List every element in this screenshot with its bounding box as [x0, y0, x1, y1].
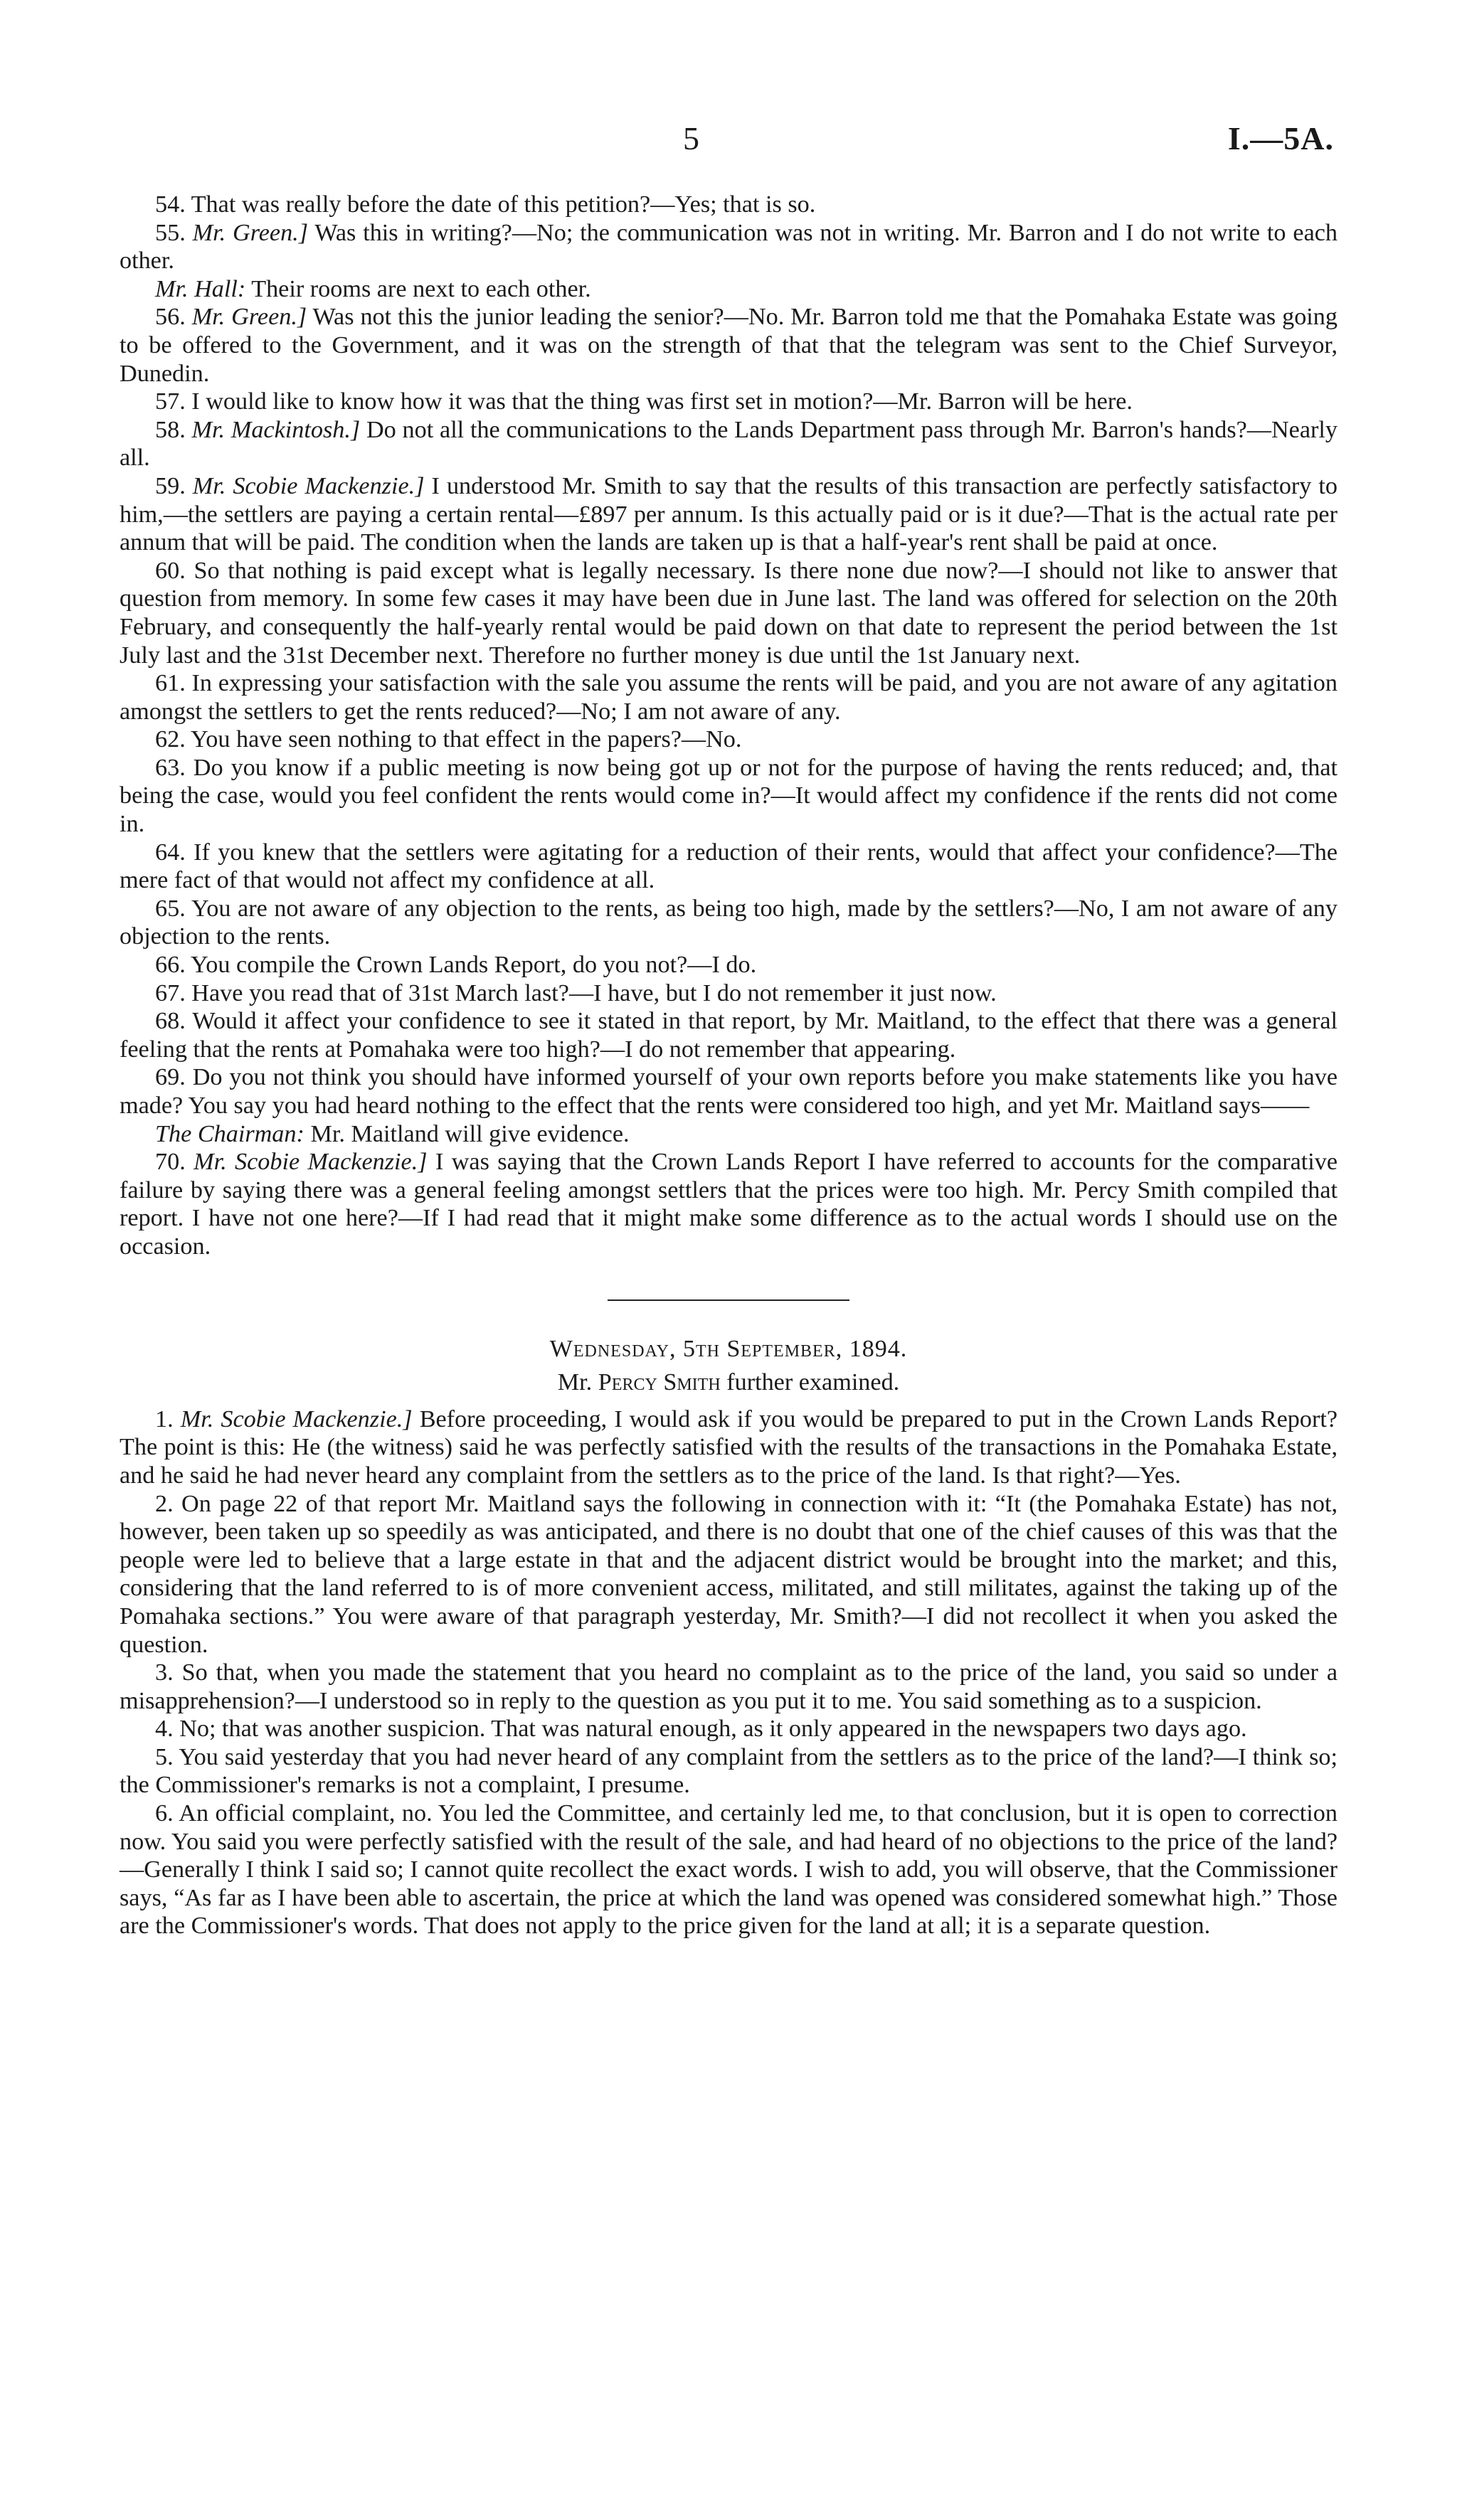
paragraph-text: So that, when you made the statement that you heard no complaint as to the price of the land, you said so under a misapprehension?—I understood so in reply to the question as you put it to me. You said something as to a suspicion. [120, 1659, 1337, 1714]
question-paragraph [120, 839, 1337, 895]
question-paragraph [120, 472, 1337, 557]
paragraph-text: You compile the Crown Lands Report, do you not?—I do. [191, 952, 757, 979]
paragraph-text: So that nothing is paid except what is legally necessary. Is there none due now?—I should not like to answer that question from memory. In some few cases it may have been due in June last. The land was offered for selection on the 20th February, and consequently the half-yearly rental would be paid down on that date to represent the period between the 1st July last and the 31st December next. Therefore no further money is due until the 1st January next. [120, 557, 1338, 669]
question-number: 54. [155, 191, 186, 218]
paragraph-text: Their rooms are next to each other. [251, 275, 591, 302]
speaker: Mr. Scobie Mackenzie.] [192, 472, 425, 499]
speaker: Mr. Scobie Mackenzie.] [194, 1149, 428, 1176]
question-paragraph [120, 191, 1337, 219]
witness-name: Percy Smith [598, 1369, 721, 1396]
question-number: 56. [155, 304, 186, 331]
question-paragraph [120, 951, 1337, 979]
question-number: 5. [155, 1743, 174, 1770]
question-number: 67. [155, 979, 186, 1006]
section-date: Wednesday, 5th September, 1894. [549, 1335, 908, 1362]
paragraph-text: That was really before the date of this petition?—Yes; that is so. [191, 191, 816, 218]
paragraph-text: No; that was another suspicion. That was natural enough, as it only appeared in the newspapers two days ago. [179, 1716, 1247, 1743]
question-paragraph [120, 1743, 1337, 1799]
question-paragraph [120, 895, 1337, 951]
question-paragraph [120, 1799, 1337, 1940]
subtitle-prefix: Mr. [557, 1369, 593, 1396]
question-paragraph [120, 1490, 1337, 1659]
paragraph-text: In expressing your satisfaction with the sale you assume the rents will be paid, and you are not aware of any agitation amongst the settlers to get the rents reduced?—No; I am not aware of any. [120, 670, 1337, 725]
question-paragraph [120, 303, 1337, 388]
paragraph-text: I would like to know how it was that the thing was first set in motion?—Mr. Barron will be here. [191, 388, 1133, 415]
speaker: Mr. Green.] [192, 219, 309, 246]
paragraph-text: Mr. Maitland will give evidence. [310, 1120, 630, 1147]
question-paragraph [120, 416, 1337, 472]
question-number: 66. [155, 952, 186, 979]
question-paragraph [120, 557, 1337, 669]
page-header [0, 119, 1462, 169]
speaker: Mr. Mackintosh.] [191, 416, 361, 443]
question-number: 63. [155, 754, 186, 781]
question-number: 4. [155, 1716, 174, 1743]
speaker: Mr. Hall: [155, 275, 246, 302]
section-divider [608, 1299, 849, 1301]
paragraph-text: Do not all the communications to the Lands Department pass through Mr. Barron's hands?—Nearly all. [120, 416, 1337, 472]
paragraph-text: Do you not think you should have informed yourself of your own reports before you make statements like you have made? You say you had heard nothing to the effect that the rents were considered too high, and yet Mr. Maitland says—— [120, 1064, 1337, 1119]
question-paragraph [120, 754, 1337, 839]
question-number: 61. [155, 670, 186, 697]
section-subtitle [120, 1368, 1337, 1397]
question-paragraph [120, 1659, 1337, 1715]
question-paragraph [120, 725, 1337, 754]
paragraph-text: Was not this the junior leading the senior?—No. Mr. Barron told me that the Pomahaka Estate was going to be offered to the Government, and it was on the strength of that that the telegram was sent to the Chief Surveyor, Dunedin. [120, 304, 1337, 387]
question-number: 62. [155, 726, 186, 753]
speaker: Mr. Scobie Mackenzie.] [180, 1405, 413, 1432]
question-number: 57. [155, 388, 186, 415]
speaker: Mr. Green.] [191, 304, 307, 331]
question-number: 2. [155, 1490, 174, 1517]
document-body [120, 191, 1337, 1940]
paragraph-text: You have seen nothing to that effect in the papers?—No. [191, 726, 742, 753]
question-paragraph [120, 1063, 1337, 1120]
question-number: 1. [155, 1405, 174, 1432]
paragraph-text: On page 22 of that report Mr. Maitland says the following in connection with it: “It (the Pomahaka Estate) has not, however, been taken up so speedily as was anticipated, and there is no doubt that one of the chief causes of this was that the people were led to believe that a large estate in that and the adjacent district would be brought into the market; and this, considering that the land referred to is of more convenient access, militated, and still militates, against the taking up of the Pomahaka sections.” You were aware of that paragraph yesterday, Mr. Smith?—I did not recollect it when you asked the question. [120, 1490, 1338, 1658]
question-paragraph [120, 1405, 1337, 1490]
question-number: 55. [155, 219, 186, 246]
question-number: 6. [155, 1800, 174, 1827]
question-number: 65. [155, 895, 186, 922]
page-number: 5 [683, 120, 699, 156]
paragraph-text: Have you read that of 31st March last?—I have, but I do not remember it just now. [191, 979, 997, 1006]
speaker: The Chairman: [155, 1120, 304, 1147]
question-paragraph [120, 1148, 1337, 1260]
question-number: 70. [155, 1149, 186, 1176]
paragraph-text: You said yesterday that you had never heard of any complaint from the settlers as to the price of the land?—I think so; the Commissioner's remarks is not a complaint, I presume. [120, 1743, 1337, 1799]
paragraph-text: Would it affect your confidence to see it stated in that report, by Mr. Maitland, to the effect that there was a general feeling that the rents at Pomahaka were too high?—I do not remember that appearing. [120, 1008, 1337, 1063]
question-paragraph [120, 1120, 1337, 1149]
paragraph-text: Do you know if a public meeting is now being got up or not for the purpose of having the rents reduced; and, that being the case, would you feel confident the rents would come in?—It would affect my confidence if the rents did not come in. [120, 754, 1337, 838]
subtitle-suffix: further examined. [726, 1369, 900, 1396]
question-paragraph [120, 1715, 1337, 1743]
question-paragraph [120, 669, 1337, 725]
question-number: 68. [155, 1008, 186, 1035]
question-number: 60. [155, 557, 186, 584]
question-number: 59. [155, 472, 186, 499]
document-reference: I.—5A. [1227, 120, 1334, 156]
question-paragraph [120, 979, 1337, 1008]
paragraph-text: Before proceeding, I would ask if you would be prepared to put in the Crown Lands Report? The point is this: He (the witness) said he was perfectly satisfied with the results of the transactions in the Pomahaka Estate, and he said he had never heard any complaint from the settlers as to the price of the land. Is that right?—Yes. [120, 1405, 1337, 1489]
question-number: 64. [155, 839, 186, 866]
question-paragraph [120, 1007, 1337, 1063]
paragraph-text: Was this in writing?—No; the communication was not in writing. Mr. Barron and I do not write to each other. [120, 219, 1338, 275]
paragraph-text: If you knew that the settlers were agitating for a reduction of their rents, would that affect your confidence?—The mere fact of that would not affect my confidence at all. [120, 839, 1338, 894]
paragraph-text: I understood Mr. Smith to say that the results of this transaction are perfectly satisfactory to him,—the settlers are paying a certain rental—£897 per annum. Is this actually paid or is it due?—That is the actual rate per annum that will be paid. The condition when the lands are taken up is that a half-year's rent shall be paid at once. [120, 472, 1338, 556]
question-paragraph [120, 219, 1337, 275]
evidence-group-second-day [120, 1405, 1337, 1940]
paragraph-text: You are not aware of any objection to the rents, as being too high, made by the settlers?—No, I am not aware of any objection to the rents. [120, 895, 1337, 950]
paragraph-text: I was saying that the Crown Lands Report I have referred to accounts for the comparative failure by saying there was a general feeling amongst settlers that the prices were too high. Mr. Percy Smith compiled that report. I have not one here?—If I had read that it might make some difference as to the actual words I should use on the occasion. [120, 1149, 1338, 1260]
evidence-group-first-day [120, 191, 1337, 1261]
question-number: 69. [155, 1064, 186, 1091]
question-paragraph [120, 388, 1337, 416]
question-number: 58. [155, 416, 186, 443]
question-number: 3. [155, 1659, 174, 1686]
question-paragraph [120, 275, 1337, 304]
paragraph-text: An official complaint, no. You led the Committee, and certainly led me, to that conclusion, but it is open to correction now. You said you were perfectly satisfied with the result of the sale, and had heard of no objections to the price of the land?—Generally I think I said so; I cannot quite recollect the exact words. I wish to add, you will observe, that the Commissioner says, “As far as I have been able to ascertain, the price at which the land was opened was considered somewhat high.” Those are the Commissioner's words. That does not apply to the price given for the land at all; it is a separate question. [120, 1800, 1337, 1940]
